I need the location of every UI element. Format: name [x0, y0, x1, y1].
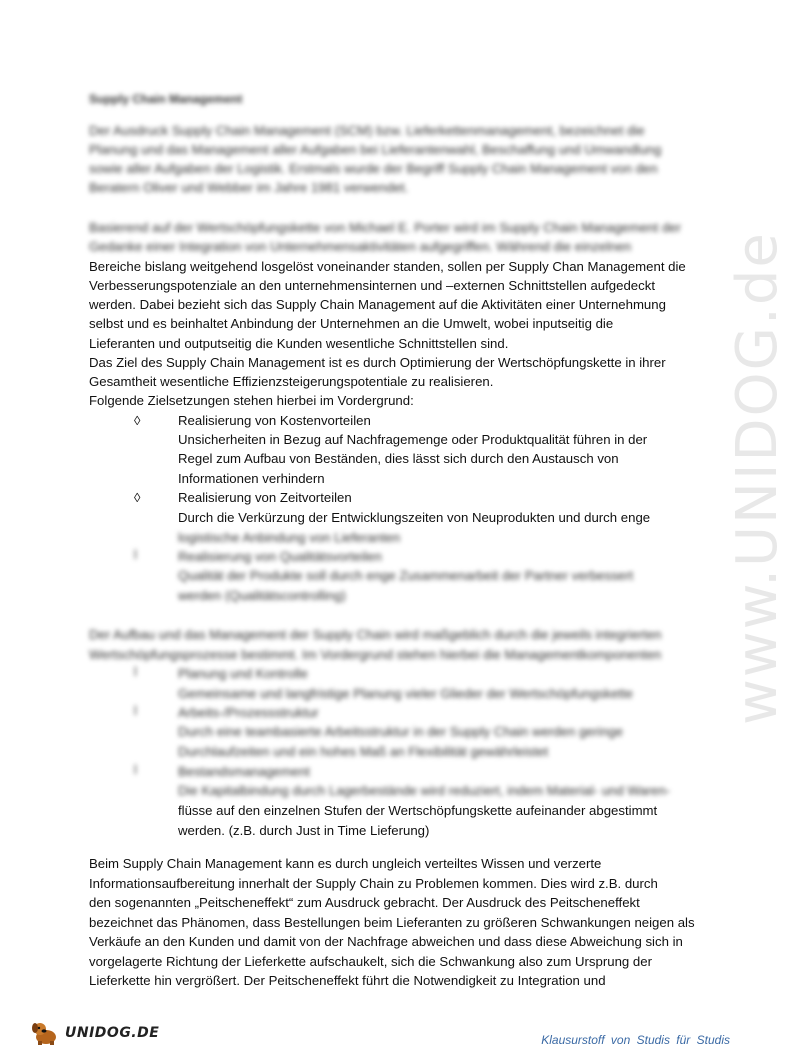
body-line: Lieferanten und outputseitig die Kunden wesentliche Schnittstellen sind. [89, 336, 509, 351]
bullet-symbol: ◊ [134, 413, 141, 428]
blurred-line: Wertschöpfungsprozesse bestimmt. Im Vordergrund stehen hierbei die Managementkomponenten [89, 647, 662, 662]
body-line: selbst und es beinhaltet Anbindung der Unternehmen an die Umwelt, wobei inputseitig die [89, 316, 614, 331]
blurred-line: Durchlaufzeiten und ein hohes Maß an Flexibilität gewährleistet [178, 744, 549, 759]
blurred-line: Der Aufbau und das Management der Supply Chain wird maßgeblich durch die jeweils integrierten [89, 627, 662, 642]
blurred-line: Der Ausdruck Supply Chain Management (SCM) bzw. Lieferkettenmanagement, bezeichnet die [89, 123, 645, 138]
body-line: Gesamtheit wesentliche Effizienzsteigerungspotentiale zu realisieren. [89, 374, 494, 389]
document-page: www.UNIDOG.de Supply Chain Management Der Ausdruck Supply Chain Management (SCM) bzw. Lieferkettenmanagement, bezeichnet die Planung und das Management aller Aufgaben bei Lieferantenwahl, Beschaffung und Umwandlung sowie aller Aufgaben der Logistik. Erstmals wurde der Begriff Supply Chain Management von den Beratern Oliver und Webber im Jahre 1981 verwendet. Basierend auf der Wertschöpfungskette von Michael E. Porter wird im Supply Chain Management der Gedanke einer Integration von Unternehmensaktivitäten aufgegriffen. Während die einzelnen Bereiche bislang weitgehend losgelöst voneinander standen, sollen per Supply Chan Management die Verbesserungspotenziale an den unternehmensinternen und –externen Schnittstellen aufgedeckt werden. Dabei bezieht sich das Supply Chain Management auf die Aktivitäten einer Unternehmung selbst und es beinhaltet Anbindung der Unternehmen an die Umwelt, wobei inputseitig die Lieferanten und outputseitig die Kunden wesentliche Schnittstellen sind. Das Ziel des Supply Chain Management ist es durch Optimierung der Wertschöpfungskette in ihrer Gesamtheit wesentliche Effizienzsteigerungspotentiale zu realisieren. Folgende Zielsetzungen stehen hierbei im Vordergrund: ◊ Realisierung von Kostenvorteilen Unsicherheiten in Bezug auf Nachfragemenge oder Produktqualität führen in der Regel zum Aufbau von Beständen, dies lässt sich durch den Austausch von Informationen verhindern ◊ Realisierung von Zeitvorteilen Durch die Verkürzung der Entwicklungszeiten von Neuprodukten und durch enge logistische Anbindung von Lieferanten l Realisierung von Qualitätsvorteilen Qualität der Produkte soll durch enge Zusammenarbeit der Partner verbessert werden (Qualitätscontrolling) Der Aufbau und das Management der Supply Chain wird maßgeblich durch die jeweils integrierten Wertschöpfungsprozesse bestimmt. Im Vordergrund stehen hierbei die Managementkomponenten l Planung und Kontrolle Gemeinsame und langfristige Planung vieler Glieder der Wertschöpfungskette l Arbeits-/Prozessstruktur Durch eine teambasierte Arbeitsstruktur in der Supply Chain werden geringe Durchlaufzeiten und ein hohes Maß an Flexibilität gewährleistet l Bestandsmanagement Die Kapitalbindung durch Lagerbestände wird reduziert, indem Material- und Waren- flüsse auf den einzelnen Stufen der Wertschöpfungskette aufeinander abgestimmt werden. (z.B. durch Just in Time Lieferung) Beim Supply Chain Management kann es durch ungleich verteiltes Wissen und verzerte Informationsaufbereitung innerhalt der Supply Chain zu Problemen kommen. Dies wird z.B. durch den sogenannten „Peitscheneffekt“ zum Ausdruck gebracht. Der Ausdruck des Peitscheneffekt bezeichnet das Phänomen, dass Bestellungen beim Lieferanten zu größeren Schwankungen neigen als Verkäufe an den Kunden und damit von der Nachfrage abweichen und dass diese Abweichung sich in vorgelagerte Richtung der Lieferkette aufschaukelt, sich die Schwankung also zum Ursprung der Lieferkette hin vergrößert. Der Peitscheneffekt führt die Notwendigkeit zu Integration und UNIDOG.DE Klausurstoff von Studis für Studis [0, 0, 750, 1060]
bullet-body-line: Unsicherheiten in Bezug auf Nachfragemenge oder Produktqualität führen in der [178, 432, 648, 447]
bullet-symbol: ◊ [134, 490, 141, 505]
blurred-line: Durch eine teambasierte Arbeitsstruktur in der Supply Chain werden geringe [178, 724, 623, 739]
body-line: bezeichnet das Phänomen, dass Bestellungen beim Lieferanten zu größeren Schwankungen neigen als [89, 915, 695, 930]
body-line: den sogenannten „Peitscheneffekt“ zum Ausdruck gebracht. Der Ausdruck des Peitscheneffekt [89, 895, 640, 910]
body-line: Verkäufe an den Kunden und damit von der Nachfrage abweichen und dass diese Abweichung sich in [89, 934, 683, 949]
bullet-body-line: Informationen verhindern [178, 471, 325, 486]
blurred-line: Qualität der Produkte soll durch enge Zusammenarbeit der Partner verbessert [178, 568, 634, 583]
bullet-body-line: flüsse auf den einzelnen Stufen der Wertschöpfungskette aufeinander abgestimmt [178, 803, 658, 818]
blurred-line: Bestandsmanagement [178, 764, 310, 779]
bullet-heading: Realisierung von Zeitvorteilen [178, 490, 352, 505]
body-line: Verbesserungspotenziale an den unternehmensinternen und –externen Schnittstellen aufgedeckt [89, 278, 655, 293]
blurred-line: Basierend auf der Wertschöpfungskette von Michael E. Porter wird im Supply Chain Management der [89, 220, 682, 235]
blurred-line: logistische Anbindung von Lieferanten [178, 530, 401, 545]
bullet-body-line: werden. (z.B. durch Just in Time Lieferung) [178, 823, 430, 838]
logo-text: UNIDOG.DE [65, 1025, 160, 1041]
dog-icon [30, 1020, 62, 1046]
blurred-line: Arbeits-/Prozessstruktur [178, 705, 319, 720]
body-line: Folgende Zielsetzungen stehen hierbei im Vordergrund: [89, 393, 414, 408]
blurred-line: Gedanke einer Integration von Unternehmensaktivitäten aufgegriffen. Während die einzelnen [89, 239, 632, 254]
body-line: werden. Dabei bezieht sich das Supply Chain Management auf die Aktivitäten einer Unternehmung [89, 297, 666, 312]
body-line: Das Ziel des Supply Chain Management ist es durch Optimierung der Wertschöpfungskette in ihrer [89, 355, 666, 370]
body-line: vorgelagerte Richtung der Lieferkette aufschaukelt, sich die Schwankung also zum Ursprung der [89, 954, 652, 969]
blurred-line: Planung und das Management aller Aufgaben bei Lieferantenwahl, Beschaffung und Umwandlung [89, 142, 662, 157]
document-title: Supply Chain Management [89, 92, 243, 106]
blurred-line: Realisierung von Qualitätsvorteilen [178, 549, 382, 564]
bullet-body-line: Regel zum Aufbau von Beständen, dies lässt sich durch den Austausch von [178, 451, 619, 466]
body-line: Informationsaufbereitung innerhalt der Supply Chain zu Problemen kommen. Dies wird z.B. durch [89, 876, 658, 891]
blurred-line: Planung und Kontrolle [178, 666, 308, 681]
watermark: www.UNIDOG.de [725, 231, 790, 725]
unidog-logo[interactable] [30, 1020, 159, 1046]
bullet-body-line: Durch die Verkürzung der Entwicklungszeiten von Neuprodukten und durch enge [178, 510, 651, 525]
bullet-heading: Realisierung von Kostenvorteilen [178, 413, 371, 428]
blurred-line: sowie aller Aufgaben der Logistik. Erstmals wurde der Begriff Supply Chain Management von den [89, 161, 658, 176]
blurred-line: werden (Qualitätscontrolling) [178, 588, 346, 603]
body-line: Beim Supply Chain Management kann es durch ungleich verteiltes Wissen und verzerte [89, 856, 602, 871]
blurred-line: Gemeinsame und langfristige Planung vieler Glieder der Wertschöpfungskette [178, 686, 633, 701]
blurred-line: Beratern Oliver und Webber im Jahre 1981 verwendet. [89, 180, 409, 195]
footer-tagline: Klausurstoff von Studis für Studis [541, 1033, 730, 1047]
blurred-line: Die Kapitalbindung durch Lagerbestände wird reduziert, indem Material- und Waren- [178, 783, 671, 798]
body-line: Lieferkette hin vergrößert. Der Peitscheneffekt führt die Notwendigkeit zu Integration und [89, 973, 606, 988]
body-line: Bereiche bislang weitgehend losgelöst voneinander standen, sollen per Supply Chan Management die [89, 259, 686, 274]
